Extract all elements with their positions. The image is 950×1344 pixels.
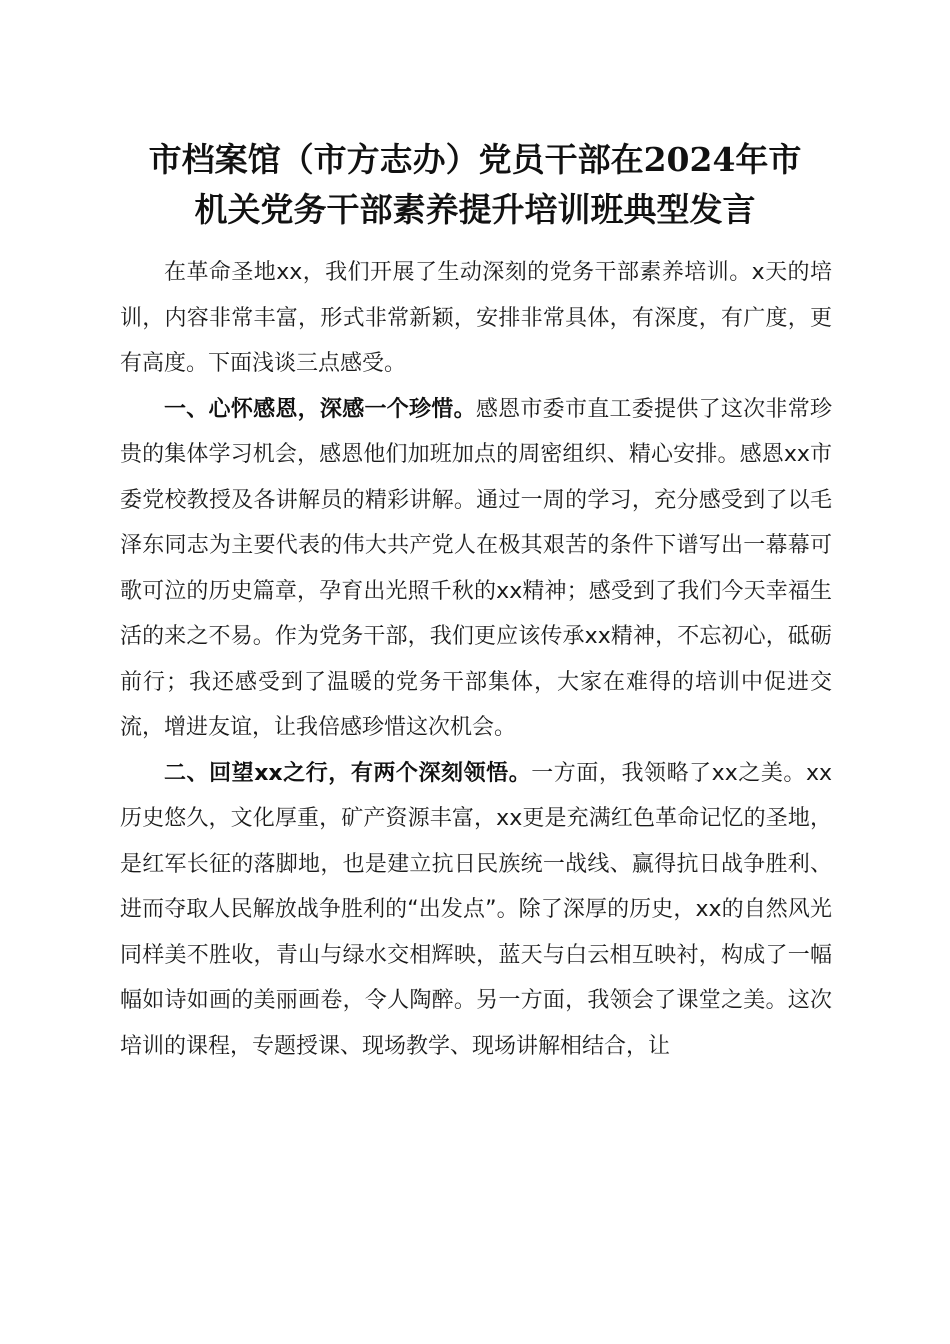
paragraph-text: 一方面，我领略了xx之美。xx历史悠久，文化厚重，矿产资源丰富，xx更是充满红色革命记忆的圣地，是红军长征的落脚地，也是建立抗日民族统一战线、赢得抗日战争胜利、进而夺取人民解放战争胜利的“出发点”。除了深厚的历史，xx的自然风光同样美不胜收，青山与绿水交相辉映，蓝天与白云相互映衬，构成了一幅幅如诗如画的美丽画卷，令人陶醉。另一方面，我领会了课堂之美。这次培训的课程，专题授课、现场教学、现场讲解相结合，让 xyxy=(120,760,832,1059)
page-title xyxy=(100,135,850,235)
document-body xyxy=(120,250,832,1069)
paragraph-text: 在革命圣地xx，我们开展了生动深刻的党务干部素养培训。x天的培训，内容非常丰富，形式非常新颖，安排非常具体，有深度，有广度，更有高度。下面浅谈三点感受。 xyxy=(120,260,832,376)
section-1-heading: 一、心怀感恩，深感一个珍惜。 xyxy=(164,396,476,422)
paragraph-section-1 xyxy=(120,387,832,751)
paragraph-section-2 xyxy=(120,751,832,1070)
title-line-2: 机关党务干部素养提升培训班典型发言 xyxy=(194,190,756,229)
title-line-1: 市档案馆（市方志办）党员干部在2024年市 xyxy=(148,140,802,179)
paragraph-text: 感恩市委市直工委提供了这次非常珍贵的集体学习机会，感恩他们加班加点的周密组织、精心安排。感恩xx市委党校教授及各讲解员的精彩讲解。通过一周的学习，充分感受到了以毛泽东同志为主要代表的伟大共产党人在极其艰苦的条件下谱写出一幕幕可歌可泣的历史篇章，孕育出光照千秋的xx精神；感受到了我们今天幸福生活的来之不易。作为党务干部，我们更应该传承xx精神，不忘初心，砥砺前行；我还感受到了温暖的党务干部集体，大家在难得的培训中促进交流，增进友谊，让我倍感珍惜这次机会。 xyxy=(120,396,832,740)
section-2-heading: 二、回望xx之行，有两个深刻领悟。 xyxy=(164,760,532,786)
paragraph-intro xyxy=(120,250,832,387)
